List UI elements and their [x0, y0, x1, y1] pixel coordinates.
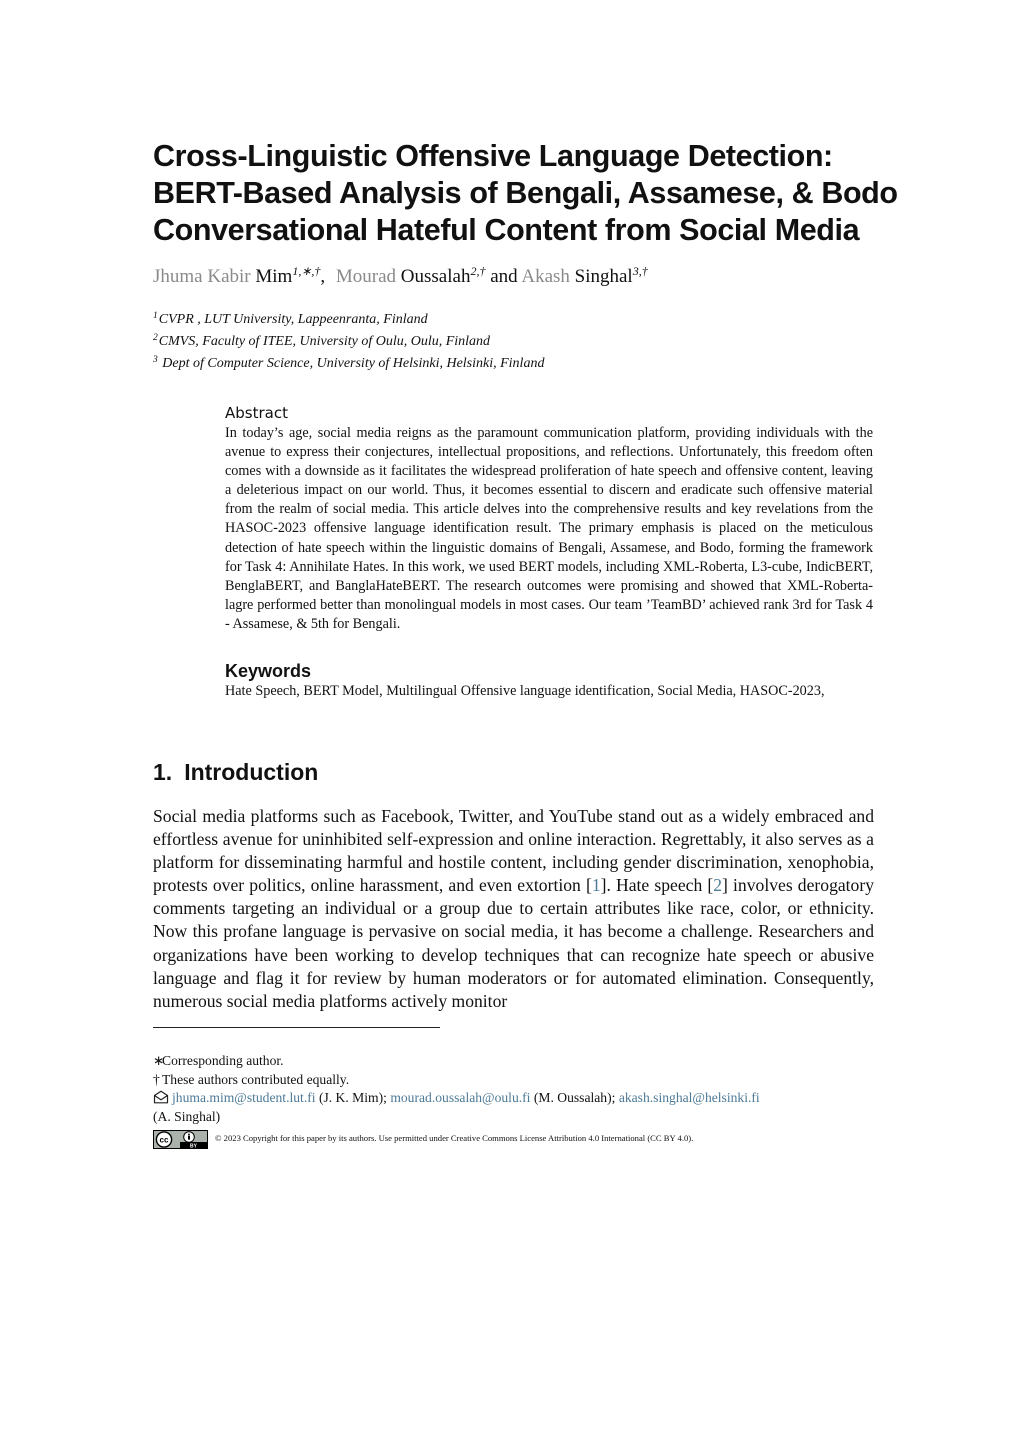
citation-link[interactable]: 2	[713, 875, 723, 896]
affiliation-text: Dept of Computer Science, University of Helsinki, Helsinki, Finland	[158, 356, 545, 371]
keywords-text: Hate Speech, BERT Model, Multilingual Offensive language identification, Social Media, HASOC-2023,	[225, 683, 825, 699]
author-conjunction: and	[490, 266, 518, 287]
author	[336, 266, 486, 287]
footnote-mark: †	[153, 1071, 160, 1087]
footnote-rule	[153, 1027, 440, 1028]
cc-badge-label: cc	[159, 1135, 169, 1145]
affiliation	[153, 309, 544, 331]
footnote-emails	[153, 1089, 873, 1108]
email-owner: (M. Oussalah);	[530, 1090, 619, 1105]
affiliation-list	[153, 309, 544, 375]
introduction-paragraph	[153, 805, 874, 1013]
intro-text: Social media platforms such as Facebook, Twitter, and YouTube stand out as a widely embraced and effortless avenue for uninhibited self-expression and online interaction. Regrettably, it also serves as a platform for disseminating harmful and hostile content, including gender discrimination, xenophobia, protests over politics, online harassment, and even extortion [	[153, 806, 874, 896]
author-family-name: Oussalah	[400, 266, 471, 287]
author	[521, 266, 647, 287]
abstract-text: In today’s age, social media reigns as the paramount communication platform, providing individuals with the avenue to express their conjectures, intellectual propositions, and reflections. Unfortunately, this freedom often comes with a downside as it facilitates the widespread proliferation of hate speech and offensive content, leaving a deleterious impact on our world. Thus, it becomes essential to discern and eradicate such offensive material from the realm of social media. This article delves into the comprehensive results and key revelations from the HASOC-2023 offensive language identification result. The primary emphasis is placed on the meticulous detection of hate speech within the linguistic domains of Bengali, Assamese, and Bodo, forming the framework for Task 4: Annihilate Hates. In this work, we used BERT models, including XML-Roberta, L3-cube, IndicBERT, BenglaBERT, and BanglaHateBERT. The research outcomes were promising and showed that XML-Roberta-lagre performed better than monolingual models in most cases. Our team ’TeamBD’ achieved rank 3rd for Task 4 - Assamese, & 5th for Bengali.	[225, 425, 873, 632]
section-heading	[153, 758, 318, 786]
title-line: Cross-Linguistic Offensive Language Detection:	[153, 139, 833, 173]
author-given-name: Akash	[521, 266, 570, 287]
affiliation-text: CVPR , LUT University, Lappeenranta, Finland	[158, 312, 428, 327]
author	[153, 266, 320, 287]
affiliation-text: CMVS, Faculty of ITEE, University of Oulu, Oulu, Finland	[158, 334, 491, 349]
mail-icon	[153, 1090, 169, 1104]
author-affiliation-marks: 3,†	[632, 264, 648, 278]
email-owner: (J. K. Mim);	[315, 1090, 391, 1105]
license-line	[153, 1130, 873, 1150]
author-separator: ,	[320, 266, 326, 287]
footnote-email-continuation	[153, 1108, 873, 1127]
section-title: Introduction	[184, 759, 319, 785]
email-link[interactable]: jhuma.mim@student.lut.fi	[172, 1090, 316, 1105]
affiliation-number: 1	[153, 311, 158, 321]
email-owner: (A. Singhal)	[153, 1108, 221, 1124]
affiliation-number: 3	[153, 355, 158, 365]
footnotes	[153, 1052, 873, 1126]
citation-link[interactable]: 1	[591, 875, 601, 896]
paper-title	[153, 138, 898, 249]
author-list	[153, 264, 648, 290]
footnote-text: These authors contributed equally.	[162, 1071, 350, 1087]
email-link[interactable]: akash.singhal@helsinki.fi	[618, 1090, 760, 1105]
affiliation-number: 2	[153, 333, 158, 343]
affiliation	[153, 353, 544, 375]
license-text: © 2023 Copyright for this paper by its authors. Use permitted under Creative Commons License Attribution 4.0 International (CC BY 4.0).	[215, 1133, 694, 1143]
keywords-heading: Keywords	[225, 661, 312, 681]
author-family-name: Mim	[255, 266, 293, 287]
email-link[interactable]: mourad.oussalah@oulu.fi	[390, 1090, 531, 1105]
intro-text: ] involves derogatory comments targeting an individual or a group due to certain attributes like race, color, or ethnicity. Now this profane language is pervasive on social media, it has become a challenge. Researchers and organizations have been working to develop techniques that can recognize hate speech or abusive language and flag it for review by human moderators or for automated elimination. Consequently, numerous social media platforms actively monitor	[153, 875, 875, 1011]
intro-text: ]. Hate speech [	[600, 875, 714, 896]
footnote-corresponding	[153, 1052, 873, 1071]
author-given-name: Mourad	[335, 266, 397, 287]
author-given-name: Jhuma Kabir	[153, 266, 251, 287]
author-affiliation-marks: 2,†	[470, 264, 486, 278]
title-line: Conversational Hateful Content from Social Media	[153, 213, 860, 247]
cc-by-badge-icon[interactable]	[153, 1130, 208, 1149]
footnote-text: Corresponding author.	[162, 1053, 284, 1068]
footnote-mark: ∗	[153, 1053, 165, 1068]
abstract-heading: Abstract	[225, 404, 288, 422]
cc-badge-label: BY	[190, 1143, 197, 1149]
footnote-equal	[153, 1071, 873, 1090]
author-family-name: Singhal	[574, 266, 633, 287]
section-number: 1.	[153, 759, 173, 785]
affiliation	[153, 331, 544, 353]
title-line: BERT-Based Analysis of Bengali, Assamese, & Bodo	[153, 176, 898, 210]
author-affiliation-marks: 1,∗,†	[292, 264, 321, 278]
